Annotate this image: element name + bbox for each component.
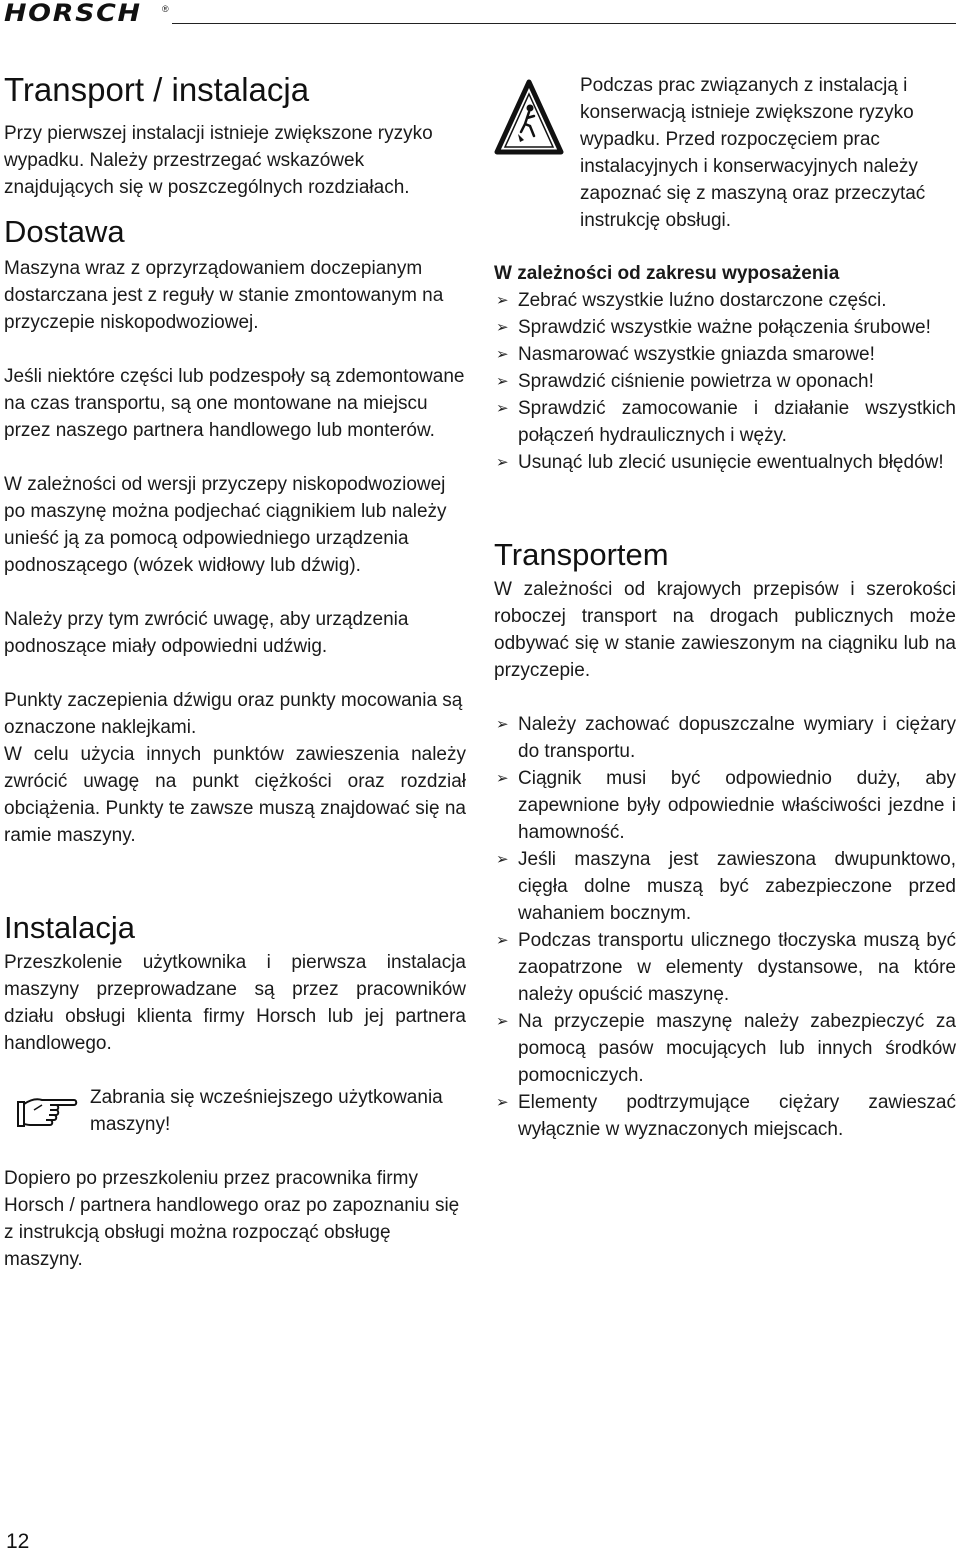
arrow-bullet-icon: ➢ bbox=[496, 400, 509, 417]
dostawa-paragraph-6: W celu użycia innych punktów zawieszenia należy zwrócić uwagę na punkt ciężkości oraz rozdział obciążenia. Punkty te zawsze muszą znajdować się na ramie maszyny. bbox=[4, 744, 466, 846]
warning-triangle-icon bbox=[494, 78, 564, 156]
arrow-bullet-icon: ➢ bbox=[496, 373, 509, 390]
dostawa-paragraph-5: Punkty zaczepienia dźwigu oraz punkty mocowania są oznaczone naklejkami. bbox=[4, 690, 463, 738]
note-block bbox=[4, 1084, 466, 1138]
arrow-bullet-icon: ➢ bbox=[496, 932, 509, 949]
arrow-bullet-icon: ➢ bbox=[496, 319, 509, 336]
horsch-logo: HORSCH bbox=[4, 0, 142, 27]
list-item: ➢ Zebrać wszystkie luźno dostarczone części. bbox=[494, 287, 956, 314]
arrow-bullet-icon: ➢ bbox=[496, 1094, 509, 1111]
list-item: ➢ Sprawdzić wszystkie ważne połączenia śrubowe! bbox=[494, 314, 956, 341]
list-item: ➢ Jeśli maszyna jest zawieszona dwupunktowo, cięgła dolne muszą być zabezpieczone przed wahaniem bocznym. bbox=[494, 846, 956, 927]
dostawa-paragraph-4: Należy przy tym zwrócić uwagę, aby urządzenia podnoszące miały odpowiedni udźwig. bbox=[4, 609, 409, 657]
page-header bbox=[0, 0, 960, 30]
dostawa-paragraph-3: W zależności od wersji przyczepy niskopodwoziowej po maszynę można podjechać ciągnikiem lub należy unieść ją za pomocą odpowiedniego urządzenia podnoszącego (wózek widłowy lub dźwig). bbox=[4, 474, 447, 576]
transportem-paragraph: W zależności od krajowych przepisów i szerokości roboczej transport na drogach publicznych może odbywać się w stanie zawieszonym na ciągniku lub na przyczepie. bbox=[494, 579, 956, 681]
heading-instalacja: Instalacja bbox=[4, 910, 135, 945]
header-rule bbox=[172, 23, 956, 24]
intro-paragraph: Przy pierwszej instalacji istnieje zwiększone ryzyko wypadku. Należy przestrzegać wskazówek znajdujących się w poszczególnych rozdziałach. bbox=[4, 123, 433, 198]
heading-dostawa: Dostawa bbox=[4, 214, 125, 249]
instalacja-paragraph: Przeszkolenie użytkownika i pierwsza instalacja maszyny przeprowadzane są przez pracowników działu obsługi klienta firmy Horsch lub jej partnera handlowego. bbox=[4, 952, 466, 1054]
pointing-hand-icon bbox=[16, 1094, 78, 1130]
list-item: ➢ Należy zachować dopuszczalne wymiary i ciężary do transportu. bbox=[494, 711, 956, 765]
list-item: ➢ Usunąć lub zlecić usunięcie ewentualnych błędów! bbox=[494, 449, 956, 476]
heading-transportem: Transportem bbox=[494, 537, 669, 572]
dostawa-paragraph-2: Jeśli niektóre części lub podzespoły są zdemontowane na czas transportu, są one montowane na miejscu przez naszego partnera handlowego lub monterów. bbox=[4, 366, 465, 441]
list-item: ➢ Na przyczepie maszynę należy zabezpieczyć za pomocą pasów mocujących lub innych środków pomocniczych. bbox=[494, 1008, 956, 1089]
warning-text: Podczas prac związanych z instalacją i konserwacją istnieje zwiększone ryzyko wypadku. Przed rozpoczęciem prac instalacyjnych i konserwacyjnych należy zapoznać się z maszyną oraz przeczytać instrukcję obsługi. bbox=[580, 75, 926, 231]
arrow-bullet-icon: ➢ bbox=[496, 454, 509, 471]
list-item: ➢ Elementy podtrzymujące ciężary zawieszać wyłącznie w wyznaczonych miejscach. bbox=[494, 1089, 956, 1143]
left-column bbox=[4, 70, 466, 1273]
list-item: ➢ Podczas transportu ulicznego tłoczyska muszą być zaopatrzone w elementy dystansowe, na które należy opuścić maszynę. bbox=[494, 927, 956, 1008]
page-number: 12 bbox=[6, 1530, 30, 1553]
arrow-bullet-icon: ➢ bbox=[496, 292, 509, 309]
final-paragraph: Dopiero po przeszkoleniu przez pracownika firmy Horsch / partnera handlowego oraz po zapoznaniu się z instrukcją obsługi można rozpocząć obsługę maszyny. bbox=[4, 1168, 460, 1270]
arrow-bullet-icon: ➢ bbox=[496, 851, 509, 868]
transport-list bbox=[494, 711, 956, 1143]
list-item: ➢ Nasmarować wszystkie gniazda smarowe! bbox=[494, 341, 956, 368]
right-column bbox=[494, 72, 956, 1143]
registered-mark: ® bbox=[162, 4, 169, 14]
arrow-bullet-icon: ➢ bbox=[496, 770, 509, 787]
arrow-bullet-icon: ➢ bbox=[496, 346, 509, 363]
note-text: Zabrania się wcześniejszego użytkowania maszyny! bbox=[90, 1087, 443, 1135]
equipment-list bbox=[494, 287, 956, 476]
arrow-bullet-icon: ➢ bbox=[496, 716, 509, 733]
list-item: ➢ Ciągnik musi być odpowiednio duży, aby zapewnione były odpowiednie właściwości jezdne i hamowność. bbox=[494, 765, 956, 846]
list-item: ➢ Sprawdzić zamocowanie i działanie wszystkich połączeń hydraulicznych i węży. bbox=[494, 395, 956, 449]
dostawa-paragraph-1: Maszyna wraz z oprzyrządowaniem doczepianym dostarczana jest z reguły w stanie zmontowanym na przyczepie niskopodwoziowej. bbox=[4, 258, 444, 333]
equipment-heading: W zależności od zakresu wyposażenia bbox=[494, 263, 840, 284]
arrow-bullet-icon: ➢ bbox=[496, 1013, 509, 1030]
warning-block bbox=[494, 72, 956, 234]
list-item: ➢ Sprawdzić ciśnienie powietrza w oponach! bbox=[494, 368, 956, 395]
heading-transport-instalacja: Transport / instalacja bbox=[4, 71, 310, 108]
